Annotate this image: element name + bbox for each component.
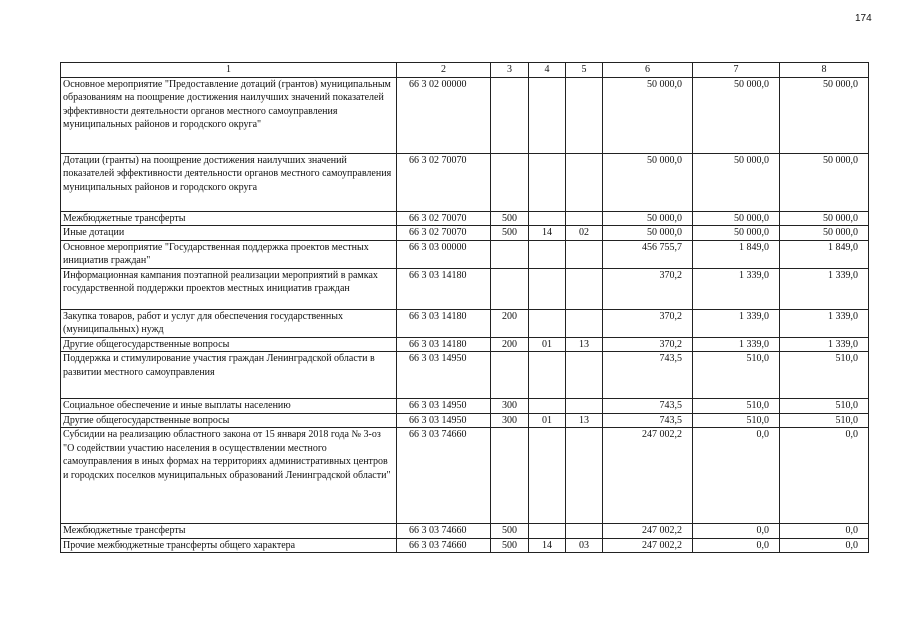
expense-type-cell <box>491 268 529 309</box>
amount-col8-cell: 0,0 <box>780 538 869 553</box>
subsection-cell: 02 <box>566 226 603 241</box>
amount-col8-cell: 0,0 <box>780 428 869 524</box>
expense-type-cell: 500 <box>491 226 529 241</box>
table-row <box>61 428 869 524</box>
amount-col7-cell: 50 000,0 <box>693 77 780 153</box>
amount-col7-cell: 510,0 <box>693 399 780 414</box>
row-name-cell: Дотации (гранты) на поощрение достижения наилучших значений показателей эффективности деятельности органов местного самоуправления муниципальных районов и городского округа <box>61 153 397 211</box>
amount-col7-cell: 0,0 <box>693 428 780 524</box>
section-cell <box>529 240 566 268</box>
amount-col7-cell: 510,0 <box>693 352 780 399</box>
row-name-cell: Социальное обеспечение и иные выплаты населению <box>61 399 397 414</box>
amount-col6-cell: 247 002,2 <box>603 538 693 553</box>
amount-col7-cell: 50 000,0 <box>693 226 780 241</box>
amount-col8-cell: 50 000,0 <box>780 153 869 211</box>
target-article-code-cell: 66 3 02 00000 <box>397 77 491 153</box>
target-article-code-cell: 66 3 03 14180 <box>397 337 491 352</box>
amount-col6-cell: 456 755,7 <box>603 240 693 268</box>
row-name-cell: Основное мероприятие "Предоставление дотаций (грантов) муниципальным образованиям на поощрение достижения наилучших значений показателей эффективности деятельности органов местного самоуправления муниципальных районов и городского округа" <box>61 77 397 153</box>
table-row <box>61 226 869 241</box>
table-row <box>61 352 869 399</box>
section-cell <box>529 309 566 337</box>
table-row <box>61 153 869 211</box>
amount-col8-cell: 1 339,0 <box>780 337 869 352</box>
target-article-code-cell: 66 3 02 70070 <box>397 153 491 211</box>
column-header: 7 <box>693 63 780 78</box>
expense-type-cell: 300 <box>491 399 529 414</box>
section-cell: 14 <box>529 226 566 241</box>
target-article-code-cell: 66 3 02 70070 <box>397 226 491 241</box>
target-article-code-cell: 66 3 03 14950 <box>397 352 491 399</box>
target-article-code-cell: 66 3 03 14950 <box>397 399 491 414</box>
table-row <box>61 399 869 414</box>
section-cell <box>529 268 566 309</box>
row-name-cell: Другие общегосударственные вопросы <box>61 413 397 428</box>
table-row <box>61 240 869 268</box>
amount-col7-cell: 0,0 <box>693 538 780 553</box>
amount-col7-cell: 50 000,0 <box>693 211 780 226</box>
section-cell <box>529 399 566 414</box>
target-article-code-cell: 66 3 03 14180 <box>397 268 491 309</box>
amount-col8-cell: 0,0 <box>780 524 869 539</box>
row-name-cell: Закупка товаров, работ и услуг для обеспечения государственных (муниципальных) нужд <box>61 309 397 337</box>
column-header: 8 <box>780 63 869 78</box>
target-article-code-cell: 66 3 03 74660 <box>397 524 491 539</box>
section-cell <box>529 77 566 153</box>
amount-col8-cell: 1 849,0 <box>780 240 869 268</box>
target-article-code-cell: 66 3 03 14950 <box>397 413 491 428</box>
column-header: 5 <box>566 63 603 78</box>
target-article-code-cell: 66 3 03 00000 <box>397 240 491 268</box>
section-cell <box>529 352 566 399</box>
amount-col8-cell: 50 000,0 <box>780 77 869 153</box>
subsection-cell <box>566 153 603 211</box>
section-cell <box>529 211 566 226</box>
row-name-cell: Другие общегосударственные вопросы <box>61 337 397 352</box>
amount-col7-cell: 1 339,0 <box>693 268 780 309</box>
page-number: 174 <box>855 13 872 24</box>
amount-col8-cell: 510,0 <box>780 413 869 428</box>
subsection-cell <box>566 268 603 309</box>
subsection-cell <box>566 428 603 524</box>
column-header: 6 <box>603 63 693 78</box>
column-header: 3 <box>491 63 529 78</box>
target-article-code-cell: 66 3 03 74660 <box>397 538 491 553</box>
subsection-cell <box>566 211 603 226</box>
amount-col8-cell: 510,0 <box>780 352 869 399</box>
amount-col8-cell: 50 000,0 <box>780 211 869 226</box>
expense-type-cell <box>491 428 529 524</box>
subsection-cell <box>566 77 603 153</box>
amount-col8-cell: 50 000,0 <box>780 226 869 241</box>
section-cell <box>529 428 566 524</box>
header-row <box>61 63 869 78</box>
row-name-cell: Иные дотации <box>61 226 397 241</box>
amount-col7-cell: 0,0 <box>693 524 780 539</box>
table-row <box>61 309 869 337</box>
target-article-code-cell: 66 3 03 74660 <box>397 428 491 524</box>
expense-type-cell <box>491 77 529 153</box>
budget-table <box>60 62 869 553</box>
row-name-cell: Межбюджетные трансферты <box>61 524 397 539</box>
amount-col6-cell: 370,2 <box>603 309 693 337</box>
table-row <box>61 77 869 153</box>
amount-col7-cell: 1 849,0 <box>693 240 780 268</box>
section-cell: 14 <box>529 538 566 553</box>
row-name-cell: Прочие межбюджетные трансферты общего характера <box>61 538 397 553</box>
amount-col6-cell: 370,2 <box>603 337 693 352</box>
subsection-cell <box>566 352 603 399</box>
amount-col6-cell: 50 000,0 <box>603 226 693 241</box>
column-header: 1 <box>61 63 397 78</box>
amount-col6-cell: 743,5 <box>603 352 693 399</box>
row-name-cell: Информационная кампания поэтапной реализации мероприятий в рамках государственной поддержки проектов местных инициатив граждан <box>61 268 397 309</box>
amount-col6-cell: 743,5 <box>603 399 693 414</box>
subsection-cell: 13 <box>566 413 603 428</box>
amount-col7-cell: 510,0 <box>693 413 780 428</box>
column-header: 4 <box>529 63 566 78</box>
subsection-cell <box>566 309 603 337</box>
subsection-cell: 03 <box>566 538 603 553</box>
amount-col6-cell: 50 000,0 <box>603 77 693 153</box>
section-cell: 01 <box>529 413 566 428</box>
amount-col7-cell: 1 339,0 <box>693 309 780 337</box>
expense-type-cell <box>491 240 529 268</box>
table-row <box>61 524 869 539</box>
expense-type-cell: 500 <box>491 211 529 226</box>
amount-col6-cell: 247 002,2 <box>603 428 693 524</box>
amount-col7-cell: 1 339,0 <box>693 337 780 352</box>
amount-col8-cell: 1 339,0 <box>780 268 869 309</box>
amount-col6-cell: 50 000,0 <box>603 211 693 226</box>
target-article-code-cell: 66 3 02 70070 <box>397 211 491 226</box>
amount-col6-cell: 743,5 <box>603 413 693 428</box>
column-header: 2 <box>397 63 491 78</box>
amount-col6-cell: 370,2 <box>603 268 693 309</box>
expense-type-cell: 200 <box>491 337 529 352</box>
amount-col8-cell: 510,0 <box>780 399 869 414</box>
expense-type-cell <box>491 153 529 211</box>
expense-type-cell: 200 <box>491 309 529 337</box>
table-row <box>61 413 869 428</box>
row-name-cell: Поддержка и стимулирование участия граждан Ленинградской области в развитии местного самоуправления <box>61 352 397 399</box>
row-name-cell: Субсидии на реализацию областного закона от 15 января 2018 года № 3-оз "О содействии участию населения в осуществлении местного самоуправления в иных формах на территориях административных центров и городских поселков муниципальных образований Ленинградской области" <box>61 428 397 524</box>
expense-type-cell <box>491 352 529 399</box>
row-name-cell: Межбюджетные трансферты <box>61 211 397 226</box>
subsection-cell: 13 <box>566 337 603 352</box>
row-name-cell: Основное мероприятие "Государственная поддержка проектов местных инициатив граждан" <box>61 240 397 268</box>
amount-col6-cell: 50 000,0 <box>603 153 693 211</box>
expense-type-cell: 300 <box>491 413 529 428</box>
subsection-cell <box>566 399 603 414</box>
section-cell: 01 <box>529 337 566 352</box>
amount-col6-cell: 247 002,2 <box>603 524 693 539</box>
section-cell <box>529 524 566 539</box>
target-article-code-cell: 66 3 03 14180 <box>397 309 491 337</box>
subsection-cell <box>566 240 603 268</box>
table-row <box>61 211 869 226</box>
expense-type-cell: 500 <box>491 538 529 553</box>
amount-col7-cell: 50 000,0 <box>693 153 780 211</box>
subsection-cell <box>566 524 603 539</box>
amount-col8-cell: 1 339,0 <box>780 309 869 337</box>
expense-type-cell: 500 <box>491 524 529 539</box>
section-cell <box>529 153 566 211</box>
table-row <box>61 337 869 352</box>
table-row <box>61 268 869 309</box>
table-row <box>61 538 869 553</box>
